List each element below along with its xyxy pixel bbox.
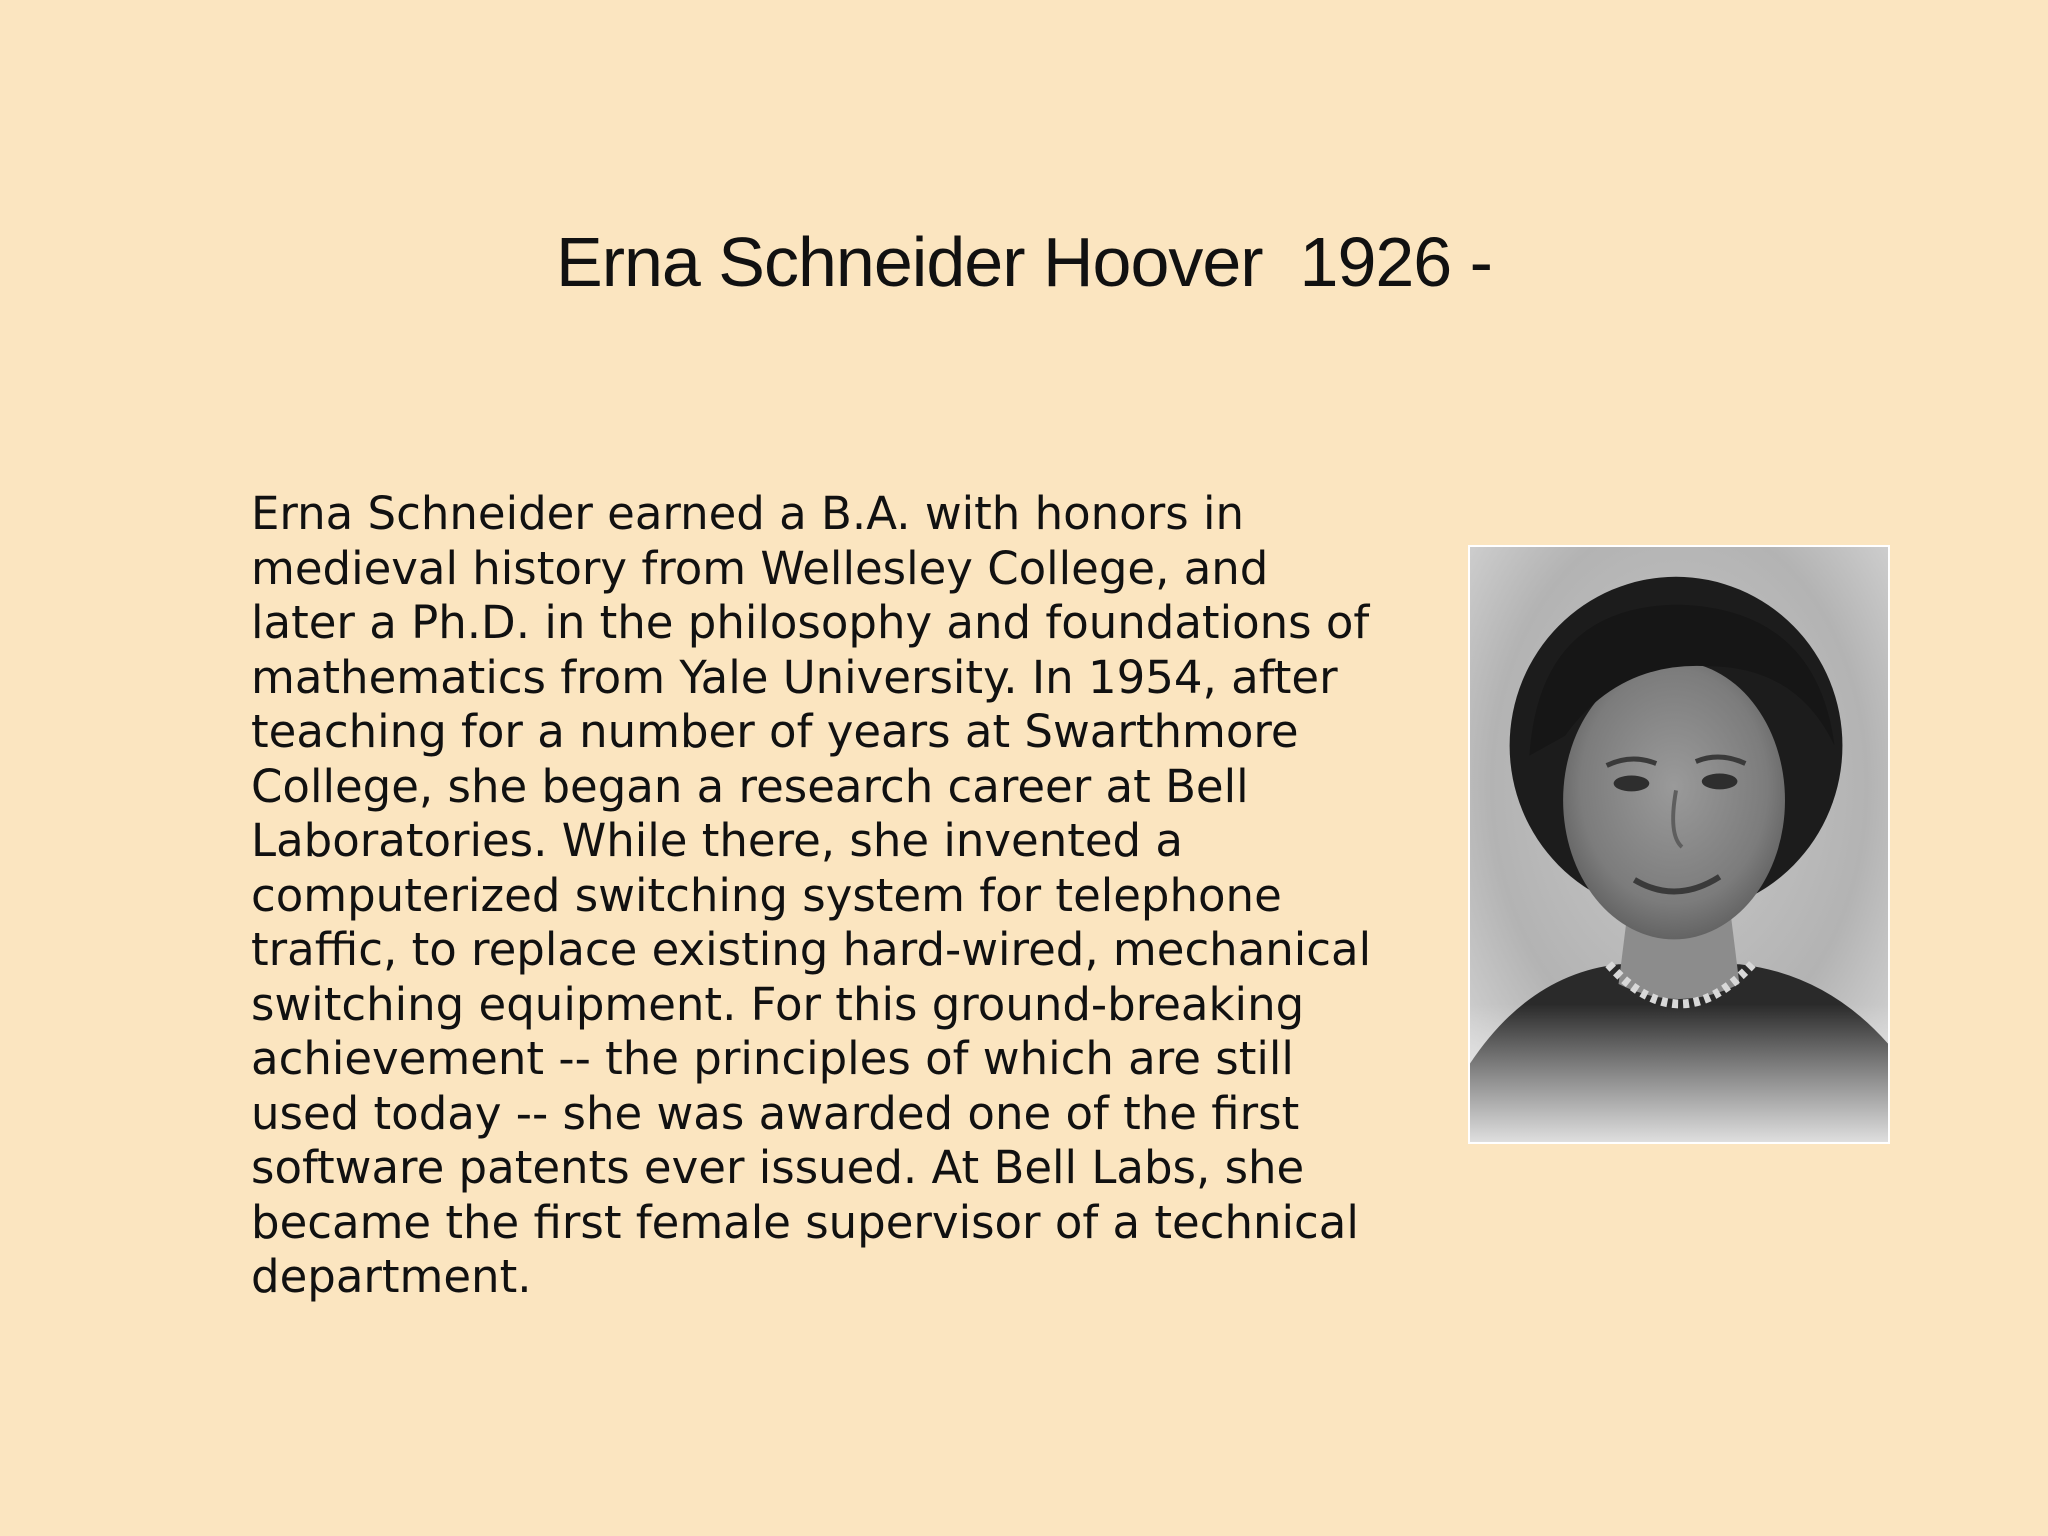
biography-line: software patents ever issued. At Bell Labs, she — [251, 1141, 1305, 1194]
biography-line: achievement -- the principles of which are still — [251, 1032, 1294, 1085]
biography-line: switching equipment. For this ground-breaking — [251, 977, 1305, 1031]
slide-title: Erna Schneider Hoover 1926 - — [556, 223, 1492, 301]
biography-line: Erna Schneider earned a B.A. with honors in — [251, 487, 1244, 540]
biography-line: teaching for a number of years at Swarthmore — [251, 705, 1299, 758]
biography-line: College, she began a research career at Bell — [251, 759, 1249, 813]
biography-line: traffic, to replace existing hard-wired, mechanical — [251, 923, 1372, 976]
biography-line: medieval history from Wellesley College, and — [251, 541, 1269, 595]
biography-line: Laboratories. While there, she invented a — [251, 814, 1183, 867]
portrait-illustration — [1470, 547, 1888, 1142]
biography-line: later a Ph.D. in the philosophy and foundations of — [251, 596, 1370, 649]
biography-text — [251, 487, 1421, 1305]
portrait-photo — [1468, 545, 1890, 1144]
biography-line: became the first female supervisor of a technical — [251, 1195, 1359, 1249]
biography-line: mathematics from Yale University. In 1954, after — [251, 650, 1338, 704]
biography-line: computerized switching system for telephone — [251, 868, 1282, 922]
biography-line: used today -- she was awarded one of the first — [251, 1086, 1300, 1140]
biography-line: department. — [251, 1250, 532, 1303]
